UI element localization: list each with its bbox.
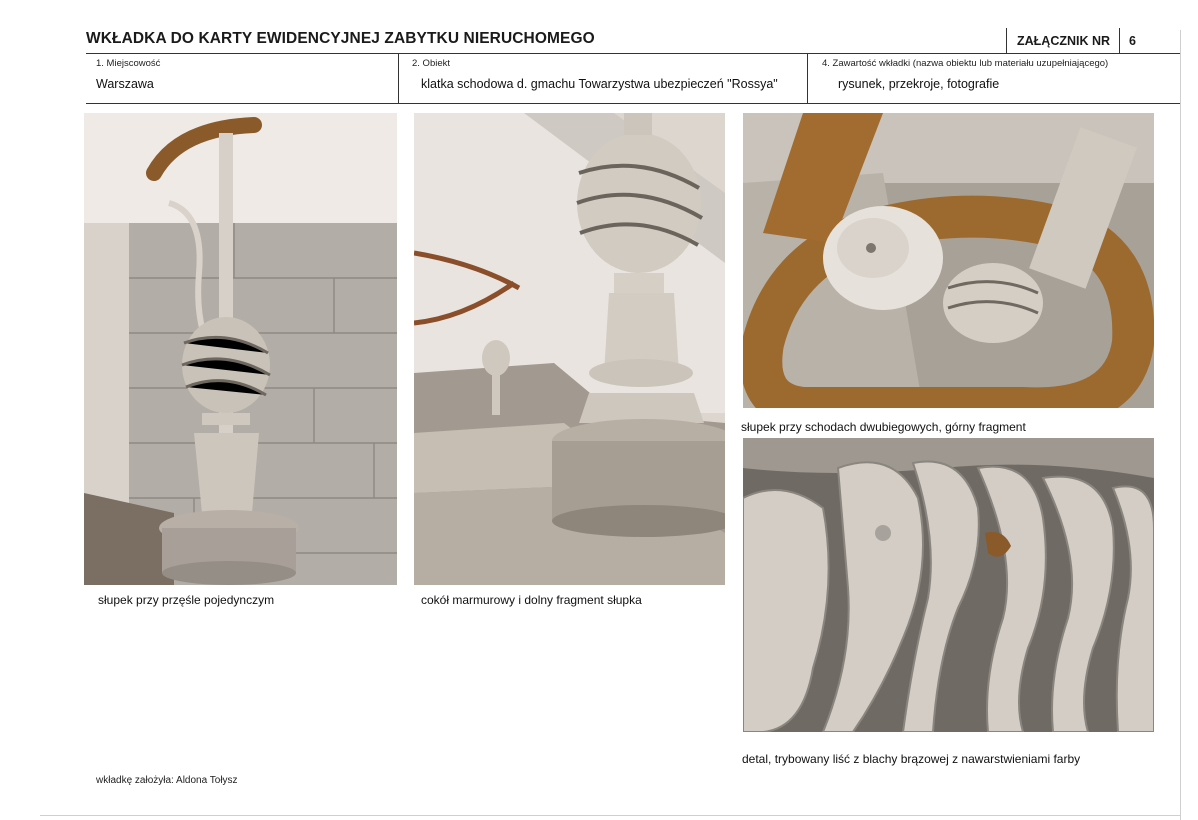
object-value: klatka schodowa d. gmachu Towarzystwa ubezpieczeń "Rossya" xyxy=(421,77,778,91)
content-label: 4. Zawartość wkładki (nazwa obiektu lub materiału uzupełniającego) xyxy=(822,58,1109,69)
annex-number: 6 xyxy=(1129,34,1136,48)
content-value: rysunek, przekroje, fotografie xyxy=(838,77,1000,91)
page-border xyxy=(40,815,1180,816)
document-title: WKŁADKA DO KARTY EWIDENCYJNEJ ZABYTKU NIERUCHOMEGO xyxy=(86,30,595,47)
annex-label: ZAŁĄCZNIK NR xyxy=(1017,34,1111,48)
photo-baluster-double-flight-upper xyxy=(743,113,1154,408)
locality-label: 1. Miejscowość xyxy=(96,58,161,69)
object-label: 2. Obiekt xyxy=(412,58,451,69)
photo-baluster-single-flight xyxy=(84,113,397,585)
divider xyxy=(86,53,1180,54)
photo-caption: detal, trybowany liść z blachy brązowej z nawarstwieniami farby xyxy=(742,752,1081,766)
page-border xyxy=(1180,30,1181,820)
divider xyxy=(807,54,808,103)
divider xyxy=(1119,28,1120,54)
divider xyxy=(86,103,1180,104)
photo-leaf-detail xyxy=(743,438,1154,732)
photo-caption: słupek przy przęśle pojedynczym xyxy=(98,593,275,607)
annex-box xyxy=(1006,28,1177,54)
photo-marble-plinth xyxy=(414,113,725,585)
photo-caption: słupek przy schodach dwubiegowych, górny fragment xyxy=(741,420,1026,434)
photo-caption: cokół marmurowy i dolny fragment słupka xyxy=(421,593,642,607)
divider xyxy=(398,54,399,103)
author-note: wkładkę założyła: Aldona Tołysz xyxy=(96,775,238,786)
locality-value: Warszawa xyxy=(96,77,154,91)
